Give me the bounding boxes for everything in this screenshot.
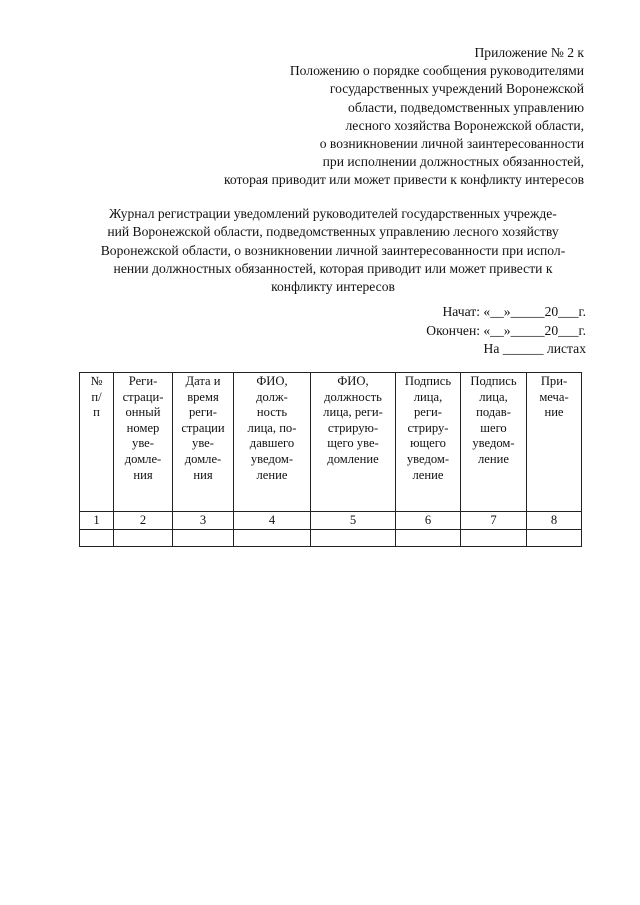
table-cell (80, 530, 114, 547)
col-header-registrar-signature (396, 373, 461, 512)
column-number: 2 (114, 512, 173, 530)
title-line: Воронежской области, о возникновении личной заинтересованности при испол- (100, 242, 566, 258)
col-header-line: ность (256, 405, 288, 420)
column-number-row (80, 512, 582, 530)
col-header-submitter-signature (461, 373, 527, 512)
col-header-line: домле- (184, 451, 222, 466)
col-header-notes (527, 373, 582, 512)
appendix-line: Приложение № 2 к (474, 45, 584, 60)
col-header-line: ния (133, 467, 153, 482)
col-header-line: онный (125, 405, 161, 420)
col-header-number (80, 373, 114, 512)
col-header-line: номер (126, 420, 160, 435)
title-line: Журнал регистрации уведомлений руководителей государственных учрежде- (109, 206, 557, 221)
col-header-line: время (187, 389, 219, 404)
table-cell (527, 530, 582, 547)
col-header-line: долж- (256, 389, 288, 404)
table-cell (461, 530, 527, 547)
journal-title (66, 205, 600, 296)
title-line: конфликту интересов (271, 279, 395, 295)
table-header-row (80, 373, 582, 512)
table-cell (173, 530, 234, 547)
col-header-line: ление (412, 467, 444, 482)
col-header-line: меча- (539, 389, 569, 404)
column-number: 6 (396, 512, 461, 530)
sheet-count: На ______ листах (483, 341, 586, 356)
appendix-line: Положению о порядке сообщения руководителями (289, 63, 584, 79)
appendix-line: которая приводит или может привести к конфликту интересов (224, 172, 585, 188)
col-header-line: п/ (91, 389, 102, 404)
col-header-line: уве- (192, 436, 214, 451)
col-header-line: домле- (124, 451, 162, 466)
col-header-line: ление (478, 451, 509, 466)
col-header-line: реги- (414, 405, 442, 420)
col-header-reg-number (114, 373, 173, 512)
col-header-line: шего (480, 420, 507, 435)
col-header-line: стрирую- (327, 420, 379, 435)
title-line: нении должностных обязанностей, которая приводит или может привести к (113, 260, 553, 276)
col-header-line: страци- (122, 389, 164, 404)
col-header-line: лица, (479, 389, 508, 404)
appendix-line: государственных учреждений Воронежской (329, 81, 584, 97)
appendix-line: при исполнении должностных обязанностей, (322, 154, 584, 170)
col-header-line: уве- (132, 436, 154, 451)
column-number: 3 (173, 512, 234, 530)
col-header-line: стриру- (407, 420, 449, 435)
col-header-line: подав- (476, 405, 511, 420)
appendix-line: области, подведомственных управлению (348, 99, 584, 115)
col-header-submitter (234, 373, 311, 512)
col-header-registrar (311, 373, 396, 512)
col-header-line: Реги- (128, 374, 158, 388)
table-cell (114, 530, 173, 547)
finished-date: Окончен: «__»_____20___г. (426, 322, 586, 338)
col-header-line: уведом- (406, 451, 450, 466)
col-header-line: домление (327, 451, 379, 466)
registration-table (79, 372, 582, 547)
column-number: 5 (311, 512, 396, 530)
col-header-reg-date (173, 373, 234, 512)
table-cell (311, 530, 396, 547)
title-line: ний Воронежской области, подведомственных управлению лесного хозяйству (107, 224, 559, 240)
col-header-line: При- (540, 374, 568, 388)
col-header-line: ния (193, 467, 213, 482)
col-header-line: давшего (249, 436, 295, 451)
column-number: 1 (80, 512, 114, 530)
col-header-line: ление (256, 467, 288, 482)
table-cell (234, 530, 311, 547)
table-cell (396, 530, 461, 547)
col-header-line: ФИО, (337, 374, 369, 388)
col-header-line: должность (324, 389, 382, 404)
col-header-line: реги- (189, 405, 217, 420)
col-header-line: № (90, 374, 103, 388)
col-header-line: лица, реги- (323, 405, 383, 420)
col-header-line: ющего (410, 436, 446, 451)
col-header-line: страции (181, 420, 225, 435)
col-header-line: уведом- (250, 451, 294, 466)
appendix-line: лесного хозяйства Воронежской области, (345, 117, 584, 133)
col-header-line: ФИО, (256, 374, 288, 388)
appendix-header (224, 44, 584, 190)
col-header-line: Подпись (404, 374, 452, 388)
col-header-line: лица, (413, 389, 443, 404)
col-header-line: ние (544, 405, 564, 420)
col-header-line: уведом- (472, 436, 515, 451)
appendix-line: о возникновении личной заинтересованности (319, 136, 584, 152)
col-header-line: щего уве- (327, 436, 379, 451)
col-header-line: Подпись (470, 374, 517, 388)
column-number: 4 (234, 512, 311, 530)
journal-meta (326, 303, 586, 359)
col-header-line: п (93, 405, 100, 420)
column-number: 7 (461, 512, 527, 530)
table-row (80, 530, 582, 547)
col-header-line: лица, по- (247, 420, 297, 435)
col-header-line: Дата и (185, 374, 221, 388)
column-number: 8 (527, 512, 582, 530)
started-date: Начат: «__»_____20___г. (442, 304, 586, 319)
